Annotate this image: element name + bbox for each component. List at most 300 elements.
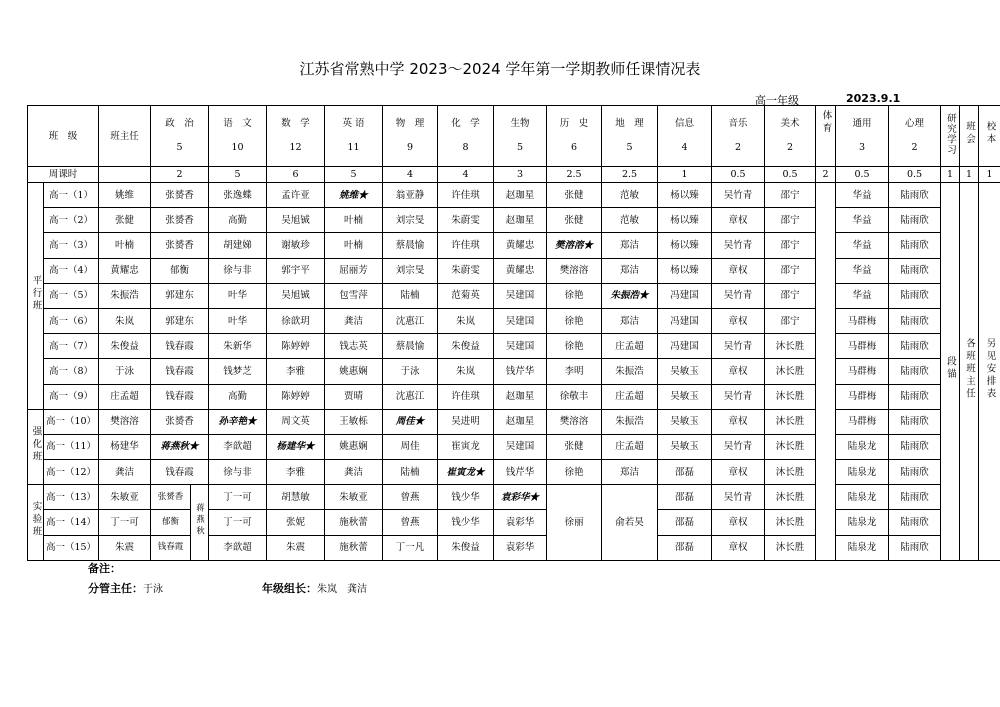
psychology-cell: 陆雨欣 [889,183,941,208]
english-cell: 姚惠娴 [325,359,383,384]
music-cell: 吴竹青 [712,434,765,459]
music-cell: 章权 [712,510,765,535]
chinese-cell: 高勤 [209,384,267,409]
weekly-hours: 2.5 [547,167,602,183]
english-cell: 贾晴 [325,384,383,409]
weekly-hours: 0.5 [765,167,816,183]
art-cell: 邵宁 [765,233,816,258]
music-cell: 章权 [712,208,765,233]
math-cell: 张妮 [267,510,325,535]
table-row [28,308,1000,333]
shared-geography-cell: 俞若昊 [602,485,658,561]
head-teacher-header: 班主任 [99,106,151,167]
history-cell: 徐艳 [547,283,602,308]
politics-cell: 郁衡 [151,258,209,283]
chemistry-cell: 吴进明 [438,409,494,434]
history-cell: 徐艳 [547,308,602,333]
chemistry-cell: 钱少华 [438,510,494,535]
physics-cell: 周佳★ [383,409,438,434]
english-cell: 姚惠娴 [325,434,383,459]
subject-header-pe: 体育 [816,106,836,167]
english-cell: 施秋蕾 [325,535,383,560]
art-cell: 邵宁 [765,283,816,308]
general-tech-cell: 华益 [836,283,889,308]
chinese-cell: 李歆超 [209,535,267,560]
geography-cell: 庄孟超 [602,434,658,459]
leader-line [262,580,377,596]
history-cell: 樊溶溶 [547,409,602,434]
subject-header: 化 学 8 [438,106,494,167]
meeting-cell [960,183,979,561]
chinese-cell: 徐与非 [209,258,267,283]
chinese-cell: 丁一可 [209,485,267,510]
subject-header: 音乐 2 [712,106,765,167]
chemistry-cell: 朱蔚雯 [438,208,494,233]
biology-cell: 袁彩华★ [494,485,547,510]
head-teacher-cell: 姚维 [99,183,151,208]
table-row [28,258,1000,283]
it-cell: 吴敏玉 [658,434,712,459]
subject-header: 地 理 5 [602,106,658,167]
physics-cell: 蔡晨愉 [383,233,438,258]
geography-cell: 范敏 [602,208,658,233]
weekly-hours: 2 [816,167,836,183]
class-cell: 高一（10） [44,409,99,434]
head-teacher-cell: 庄孟超 [99,384,151,409]
psychology-cell: 陆雨欣 [889,334,941,359]
chemistry-cell: 许佳琪 [438,384,494,409]
general-tech-cell: 马群梅 [836,334,889,359]
english-cell: 龚洁 [325,308,383,333]
head-teacher-cell: 叶楠 [99,233,151,258]
art-cell: 沐长胜 [765,510,816,535]
general-tech-cell: 陆泉龙 [836,434,889,459]
math-cell: 吴旭铖 [267,283,325,308]
subject-header: 美术 2 [765,106,816,167]
manager-name: 于泳 [143,584,163,595]
psychology-cell: 陆雨欣 [889,460,941,485]
physics-cell: 陆楠 [383,460,438,485]
psychology-cell: 陆雨欣 [889,208,941,233]
chemistry-cell: 许佳琪 [438,233,494,258]
weekly-hours: 0.5 [712,167,765,183]
math-cell: 胡慧敏 [267,485,325,510]
geography-cell: 朱振浩★ [602,283,658,308]
history-cell: 徐敬丰 [547,384,602,409]
class-cell: 高一（12） [44,460,99,485]
physics-cell: 沈惠江 [383,308,438,333]
weekly-hours: 3 [494,167,547,183]
it-cell: 吴敏玉 [658,384,712,409]
class-cell: 高一（5） [44,283,99,308]
class-header: 班 级 [28,106,99,167]
english-cell: 龚洁 [325,460,383,485]
shared-chinese-label: 蒋燕秋 [194,502,205,538]
head-teacher-cell: 朱敏亚 [99,485,151,510]
politics-cell: 张赟香 [151,485,191,510]
head-teacher-cell: 于泳 [99,359,151,384]
chemistry-cell: 崔寅龙 [438,434,494,459]
subject-header: 信息 4 [658,106,712,167]
geography-cell: 郑洁 [602,233,658,258]
manager-label: 分管主任： [88,582,143,595]
physics-cell: 于泳 [383,359,438,384]
math-cell: 李雅 [267,460,325,485]
chemistry-cell: 许佳琪 [438,183,494,208]
schedule-table [27,105,1000,561]
physics-cell: 沈惠江 [383,384,438,409]
history-cell: 樊溶溶 [547,258,602,283]
subject-header: 政 治 5 [151,106,209,167]
head-teacher-cell: 丁一可 [99,510,151,535]
math-cell: 吴旭铖 [267,208,325,233]
biology-cell: 袁彩华 [494,535,547,560]
psychology-cell: 陆雨欣 [889,384,941,409]
history-cell: 张健 [547,183,602,208]
chinese-cell: 丁一可 [209,510,267,535]
psychology-cell: 陆雨欣 [889,409,941,434]
head-teacher-cell: 黄耀忠 [99,258,151,283]
politics-cell: 张赟香 [151,409,209,434]
art-cell: 邵宁 [765,183,816,208]
math-cell: 孟许亚 [267,183,325,208]
math-cell: 郭宇平 [267,258,325,283]
weekly-hours-empty [99,167,151,183]
music-cell: 吴竹青 [712,233,765,258]
politics-cell: 张赟香 [151,183,209,208]
math-cell: 陈婷婷 [267,334,325,359]
chinese-cell: 高勤 [209,208,267,233]
table-row [28,434,1000,459]
group-cell [28,409,44,485]
chinese-cell: 孙辛艳★ [209,409,267,434]
politics-cell: 钱春霞 [151,384,209,409]
class-cell: 高一（4） [44,258,99,283]
weekly-hours: 1 [960,167,979,183]
math-cell: 周文英 [267,409,325,434]
weekly-hours: 0.5 [836,167,889,183]
head-teacher-cell: 朱岚 [99,308,151,333]
politics-cell: 张赟香 [151,208,209,233]
history-cell: 李明 [547,359,602,384]
chemistry-cell: 朱蔚雯 [438,258,494,283]
geography-cell: 郑洁 [602,258,658,283]
chinese-cell: 徐与非 [209,460,267,485]
general-tech-cell: 陆泉龙 [836,485,889,510]
chemistry-cell: 范菊英 [438,283,494,308]
head-teacher-cell: 龚洁 [99,460,151,485]
biology-cell: 钱芹华 [494,460,547,485]
geography-cell: 朱振浩 [602,409,658,434]
general-tech-cell: 马群梅 [836,359,889,384]
general-tech-cell: 华益 [836,183,889,208]
research-cell [941,183,960,561]
table-row [28,535,1000,560]
class-cell: 高一（8） [44,359,99,384]
politics-cell: 钱春霞 [151,359,209,384]
psychology-cell: 陆雨欣 [889,510,941,535]
subject-header: 英 语 11 [325,106,383,167]
subject-header: 数 学 12 [267,106,325,167]
weekly-hours: 2 [151,167,209,183]
table-row [28,208,1000,233]
general-tech-cell: 华益 [836,258,889,283]
manager-line [88,580,163,596]
music-cell: 吴竹青 [712,183,765,208]
history-cell: 徐艳 [547,334,602,359]
table-row [28,283,1000,308]
it-cell: 冯建国 [658,308,712,333]
english-cell: 叶楠 [325,233,383,258]
art-cell: 沐长胜 [765,359,816,384]
art-cell: 沐长胜 [765,535,816,560]
subject-header-meeting: 班会 [960,106,979,167]
biology-cell: 赵珈星 [494,208,547,233]
it-cell: 邵磊 [658,485,712,510]
biology-cell: 黄耀忠 [494,258,547,283]
weekly-hours: 4 [438,167,494,183]
it-cell: 吴敏玉 [658,359,712,384]
subject-header: 生物 5 [494,106,547,167]
biology-cell: 吴建国 [494,334,547,359]
music-cell: 吴竹青 [712,384,765,409]
psychology-cell: 陆雨欣 [889,434,941,459]
chinese-cell: 朱新华 [209,334,267,359]
geography-cell: 郑洁 [602,308,658,333]
it-cell: 冯建国 [658,334,712,359]
it-cell: 杨以臻 [658,208,712,233]
head-teacher-cell: 樊溶溶 [99,409,151,434]
school-cell [979,183,1000,561]
art-cell: 沐长胜 [765,485,816,510]
head-teacher-cell: 朱震 [99,535,151,560]
biology-cell: 吴建国 [494,434,547,459]
weekly-hours: 1 [941,167,960,183]
it-cell: 杨以臻 [658,233,712,258]
psychology-cell: 陆雨欣 [889,535,941,560]
chemistry-cell: 朱岚 [438,359,494,384]
school-label: 另见安排表 [984,337,996,401]
art-cell: 沐长胜 [765,409,816,434]
it-cell: 冯建国 [658,283,712,308]
grade-label: 高一年级 [755,94,799,107]
english-cell: 包雪萍 [325,283,383,308]
table-row [28,384,1000,409]
chemistry-cell: 崔寅龙★ [438,460,494,485]
leader-name: 朱岚 [317,584,337,595]
english-cell: 钱志英 [325,334,383,359]
english-cell: 屈丽芳 [325,258,383,283]
research-label: 段锚 [945,356,957,382]
geography-cell: 郑洁 [602,460,658,485]
music-cell: 章权 [712,409,765,434]
general-tech-cell: 华益 [836,233,889,258]
biology-cell: 袁彩华 [494,510,547,535]
english-cell: 王敏栎 [325,409,383,434]
weekly-hours: 0.5 [889,167,941,183]
schedule-body [28,183,1000,561]
music-cell: 章权 [712,359,765,384]
subject-header: 通用 3 [836,106,889,167]
chinese-cell: 叶华 [209,283,267,308]
table-row [28,359,1000,384]
date-label: 2023.9.1 [846,92,901,105]
it-cell: 邵磊 [658,510,712,535]
head-teacher-cell: 朱俊益 [99,334,151,359]
biology-cell: 黄耀忠 [494,233,547,258]
page-title: 江苏省常熟中学 2023～2024 学年第一学期教师任课情况表 [299,60,701,78]
music-cell: 吴竹青 [712,283,765,308]
psychology-cell: 陆雨欣 [889,308,941,333]
general-tech-cell: 马群梅 [836,308,889,333]
music-cell: 章权 [712,535,765,560]
weekly-label: 周课时 [28,167,99,183]
art-cell: 邵宁 [765,308,816,333]
class-cell: 高一（2） [44,208,99,233]
music-cell: 章权 [712,460,765,485]
it-cell: 吴敏玉 [658,409,712,434]
subject-header-school: 校本 [979,106,1000,167]
history-cell: 樊溶溶★ [547,233,602,258]
notes-label: 备注： [88,562,121,575]
biology-cell: 吴建国 [494,308,547,333]
politics-cell: 郭建东 [151,308,209,333]
class-cell: 高一（11） [44,434,99,459]
it-cell: 杨以臻 [658,258,712,283]
chemistry-cell: 钱少华 [438,485,494,510]
subject-header: 物 理 9 [383,106,438,167]
leader-name: 龚洁 [347,584,367,595]
physics-cell: 曾燕 [383,510,438,535]
weekly-hours-row [28,167,1000,183]
biology-cell: 吴建国 [494,283,547,308]
it-cell: 邵磊 [658,460,712,485]
biology-cell: 赵珈星 [494,183,547,208]
math-cell: 李雅 [267,359,325,384]
biology-cell: 钱芹华 [494,359,547,384]
class-cell: 高一（1） [44,183,99,208]
politics-cell: 蒋燕秋★ [151,434,209,459]
physics-cell: 刘宗旻 [383,258,438,283]
general-tech-cell: 华益 [836,208,889,233]
physics-cell: 陆楠 [383,283,438,308]
biology-cell: 赵珈星 [494,384,547,409]
group-label: 平行班 [30,274,42,313]
politics-cell: 郭建东 [151,283,209,308]
art-cell: 邵宁 [765,258,816,283]
psychology-cell: 陆雨欣 [889,359,941,384]
weekly-hours: 1 [658,167,712,183]
geography-cell: 范敏 [602,183,658,208]
english-cell: 朱敏亚 [325,485,383,510]
table-row [28,510,1000,535]
it-cell: 邵磊 [658,535,712,560]
head-teacher-cell: 杨建华 [99,434,151,459]
math-cell: 朱震 [267,535,325,560]
geography-cell: 庄孟超 [602,334,658,359]
shared-history-cell: 徐丽 [547,485,602,561]
math-cell: 陈婷婷 [267,384,325,409]
chinese-cell: 胡建娣 [209,233,267,258]
table-row [28,460,1000,485]
leader-label: 年级组长： [262,582,317,595]
shared-chinese-cell [191,485,209,561]
table-row [28,485,1000,510]
art-cell: 沐长胜 [765,460,816,485]
chemistry-cell: 朱岚 [438,308,494,333]
weekly-hours: 4 [383,167,438,183]
physics-cell: 丁一凡 [383,535,438,560]
history-cell: 张健 [547,208,602,233]
psychology-cell: 陆雨欣 [889,485,941,510]
pe-cell [816,183,836,561]
chinese-cell: 钱梦芝 [209,359,267,384]
math-cell: 谢敏珍 [267,233,325,258]
it-cell: 杨以臻 [658,183,712,208]
group-label: 实验班 [30,501,42,539]
physics-cell: 翁亚静 [383,183,438,208]
physics-cell: 蔡晨愉 [383,334,438,359]
art-cell: 沐长胜 [765,334,816,359]
group-cell [28,183,44,410]
subject-header-research: 研究学习 [941,106,960,167]
chemistry-cell: 朱俊益 [438,535,494,560]
header-row [28,106,1000,167]
class-cell: 高一（14） [44,510,99,535]
weekly-hours: 1 [979,167,1000,183]
head-teacher-cell: 张健 [99,208,151,233]
subject-header: 语 文 10 [209,106,267,167]
class-cell: 高一（3） [44,233,99,258]
biology-cell: 赵珈星 [494,409,547,434]
politics-cell: 郁衡 [151,510,191,535]
politics-cell: 钱春霞 [151,460,209,485]
class-cell: 高一（6） [44,308,99,333]
weekly-hours: 2.5 [602,167,658,183]
table-row [28,334,1000,359]
politics-cell: 钱春霞 [151,334,209,359]
geography-cell: 朱振浩 [602,359,658,384]
chemistry-cell: 朱俊益 [438,334,494,359]
general-tech-cell: 马群梅 [836,409,889,434]
physics-cell: 周佳 [383,434,438,459]
art-cell: 邵宁 [765,208,816,233]
general-tech-cell: 陆泉龙 [836,510,889,535]
chinese-cell: 张逸蝶 [209,183,267,208]
politics-cell: 张赟香 [151,233,209,258]
table-row [28,233,1000,258]
class-cell: 高一（7） [44,334,99,359]
physics-cell: 刘宗旻 [383,208,438,233]
class-cell: 高一（15） [44,535,99,560]
general-tech-cell: 马群梅 [836,384,889,409]
table-row [28,183,1000,208]
english-cell: 姚维★ [325,183,383,208]
weekly-hours: 5 [325,167,383,183]
head-teacher-cell: 朱振浩 [99,283,151,308]
subject-header: 历 史 6 [547,106,602,167]
meeting-label: 各班班主任 [964,337,976,401]
group-cell [28,485,44,561]
psychology-cell: 陆雨欣 [889,258,941,283]
art-cell: 沐长胜 [765,434,816,459]
geography-cell: 庄孟超 [602,384,658,409]
history-cell: 张健 [547,434,602,459]
math-cell: 徐歆玥 [267,308,325,333]
chinese-cell: 李歆超 [209,434,267,459]
music-cell: 章权 [712,308,765,333]
class-cell: 高一（9） [44,384,99,409]
